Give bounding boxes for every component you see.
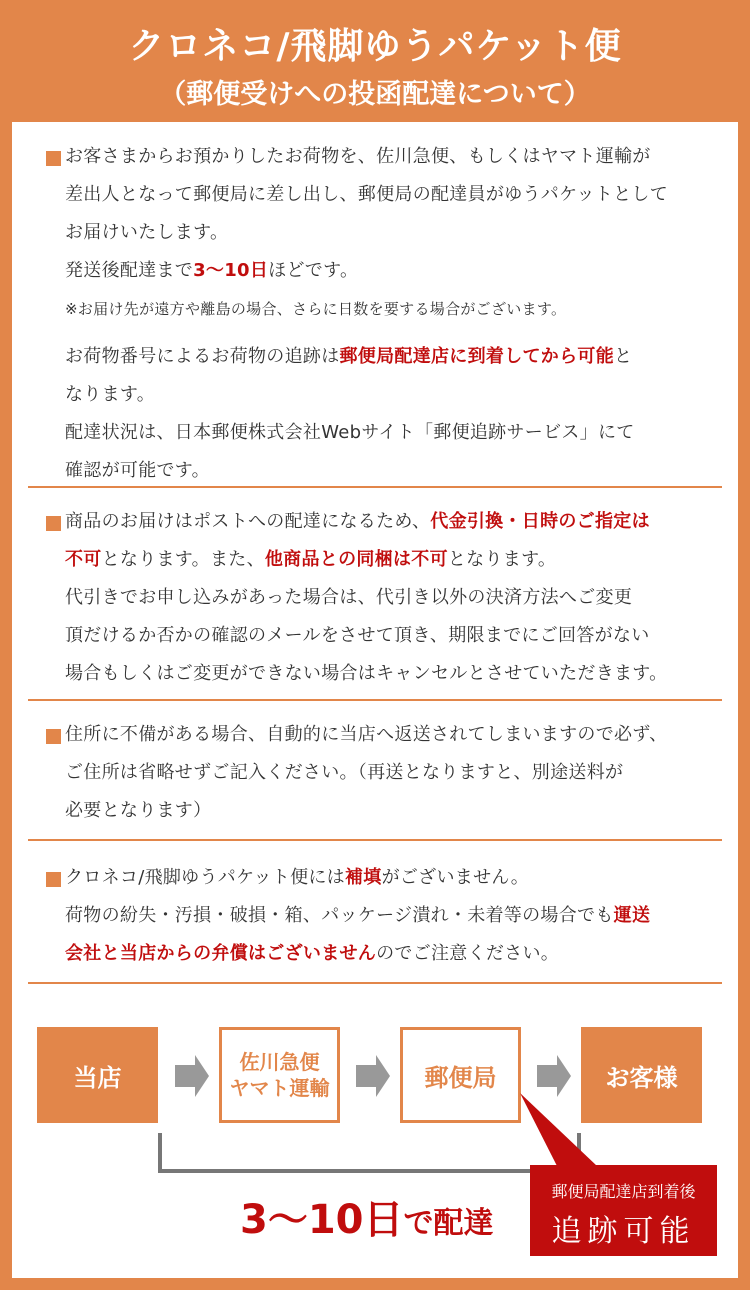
body-text: 住所に不備がある場合、自動的に当店へ返送されてしまいますので必ず、 (65, 724, 668, 745)
highlight-text: 3〜10日 (193, 260, 269, 281)
text-line (65, 138, 735, 176)
section-address (65, 716, 735, 830)
text-line (65, 376, 735, 414)
divider (28, 699, 722, 701)
delivery-days (240, 1188, 494, 1245)
callout-line1: 郵便局配達店到着後 (551, 1182, 696, 1201)
text-line (65, 541, 735, 579)
flow-step-post-office: 郵便局 (400, 1027, 521, 1123)
text-line (65, 617, 735, 655)
highlight-text: 会社と当店からの弁償はございません (65, 943, 377, 964)
header (0, 0, 750, 120)
highlight-text: 運送 (613, 905, 651, 926)
text-line (65, 503, 735, 541)
body-text: のでご注意ください。 (376, 943, 560, 964)
body-text: ご住所は省略せずご記入ください。（再送となりますと、別途送料が (65, 762, 624, 783)
body-text: となります。また、 (101, 549, 265, 570)
text-line (65, 214, 735, 252)
delivery-span-bracket (158, 1133, 581, 1173)
flow-step-store: 当店 (37, 1027, 158, 1123)
body-text: 必要となります） (65, 800, 212, 821)
divider (28, 839, 722, 841)
body-text: なります。 (65, 384, 156, 405)
body-text: お荷物番号によるお荷物の追跡は (65, 346, 340, 367)
body-text: 発送後配達まで (65, 260, 194, 281)
bullet-square-icon (46, 516, 61, 531)
divider (28, 982, 722, 984)
body-text: がございません。 (381, 867, 530, 888)
section-post-delivery (65, 503, 735, 693)
body-text: 配達状況は、日本郵便株式会社Webサイト「郵便追跡サービス」にて (65, 422, 635, 443)
body-text: 頂だけるか否かの確認のメールをさせて頂き、期限までにご回答がない (65, 625, 650, 646)
delivery-days-value: 3〜10日 (240, 1197, 404, 1243)
flow-step-customer: お客様 (581, 1027, 702, 1123)
text-line (65, 754, 735, 792)
text-line (65, 176, 735, 214)
body-text: 代引きでお申し込みがあった場合は、代引き以外の決済方法へご変更 (65, 587, 633, 608)
body-text: お客さまからお預かりしたお荷物を、佐川急便、もしくはヤマト運輸が (65, 146, 651, 167)
bullet-square-icon (46, 151, 61, 166)
highlight-text: 不可 (65, 549, 102, 570)
body-text: ほどです。 (268, 260, 359, 281)
text-line (65, 414, 735, 452)
bullet-square-icon (46, 729, 61, 744)
text-line (65, 859, 735, 897)
text-line (65, 252, 735, 290)
body-text: となります。 (447, 549, 557, 570)
highlight-text: 補填 (344, 867, 382, 888)
bullet-square-icon (46, 872, 61, 887)
callout-line2: 追跡可能 (551, 1214, 696, 1249)
page-title: クロネコ/飛脚ゆうパケット便 (128, 26, 622, 67)
section-compensation (65, 859, 735, 973)
text-line (65, 338, 735, 376)
body-text: クロネコ/飛脚ゆうパケット便には (65, 867, 345, 888)
content-panel (12, 122, 738, 1278)
body-text: お届けいたします。 (65, 222, 229, 243)
body-text: 荷物の紛失・汚損・破損・箱、パッケージ潰れ・未着等の場合でも (65, 905, 614, 926)
arrow-right-icon (356, 1055, 390, 1097)
body-text: 差出人となって郵便局に差し出し、郵便局の配達員がゆうパケットとして (65, 184, 668, 205)
body-text: 商品のお届けはポストへの配達になるため、 (65, 511, 431, 532)
highlight-text: 他商品との同梱は不可 (264, 549, 448, 570)
text-line (65, 935, 735, 973)
body-text: ※お届け先が遠方や離島の場合、さらに日数を要する場合がございます。 (65, 300, 567, 318)
delivery-days-suffix: で配達 (403, 1206, 494, 1241)
body-text: 場合もしくはご変更ができない場合はキャンセルとさせていただきます。 (65, 663, 668, 684)
arrow-right-icon (537, 1055, 571, 1097)
text-line (65, 716, 735, 754)
highlight-text: 代金引換・日時のご指定は (430, 511, 650, 532)
text-line (65, 290, 735, 328)
section-delivery-info (65, 138, 735, 490)
body-text: と (614, 346, 633, 367)
highlight-text: 郵便局配達店に到着してから可能 (339, 346, 614, 367)
text-line (65, 579, 735, 617)
text-line (65, 897, 735, 935)
arrow-right-icon (175, 1055, 209, 1097)
flow-step-carrier: 佐川急便 ヤマト運輸 (219, 1027, 340, 1123)
page-subtitle: （郵便受けへの投函配達について） (159, 79, 591, 110)
text-line (65, 655, 735, 693)
body-text: 確認が可能です。 (65, 460, 210, 481)
text-line (65, 792, 735, 830)
text-line (65, 452, 735, 490)
divider (28, 486, 722, 488)
tracking-callout (530, 1165, 717, 1256)
